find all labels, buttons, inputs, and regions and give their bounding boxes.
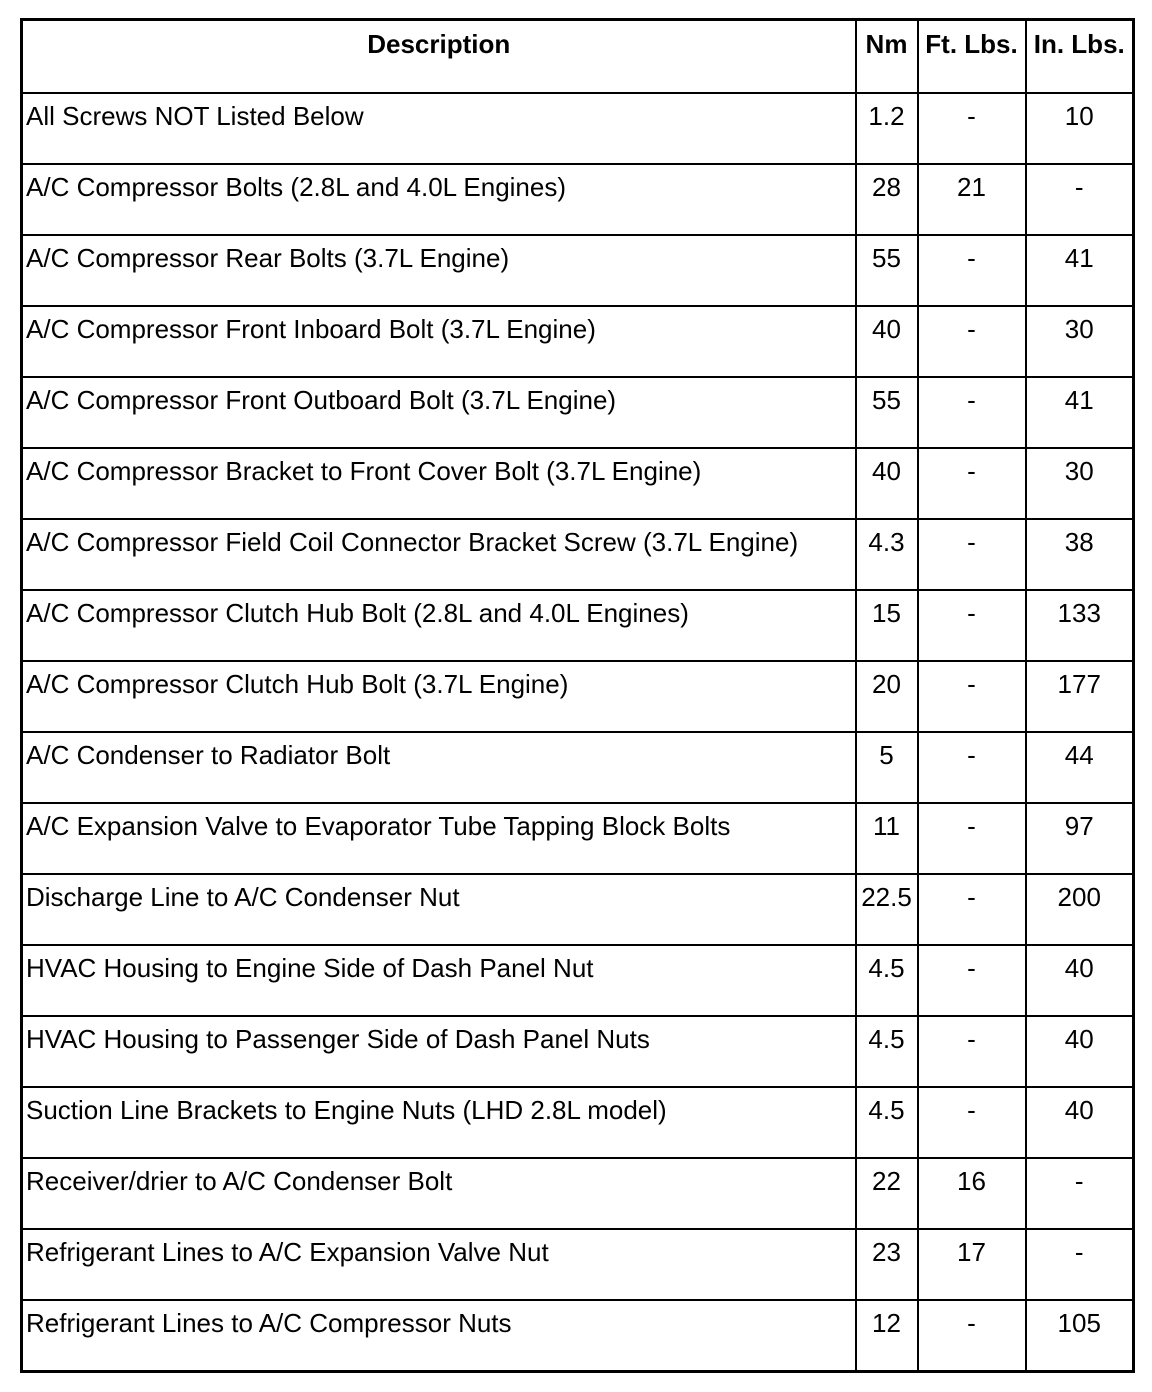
cell-in-lbs: 30 (1026, 306, 1134, 377)
cell-nm: 4.5 (856, 1016, 918, 1087)
cell-description: A/C Compressor Clutch Hub Bolt (3.7L Engine) (22, 661, 856, 732)
cell-in-lbs: 40 (1026, 1016, 1134, 1087)
cell-description: Receiver/drier to A/C Condenser Bolt (22, 1158, 856, 1229)
cell-ft-lbs: 21 (918, 164, 1026, 235)
cell-nm: 4.3 (856, 519, 918, 590)
table-row (22, 945, 1134, 1016)
cell-nm: 22.5 (856, 874, 918, 945)
cell-in-lbs: 41 (1026, 377, 1134, 448)
cell-description: A/C Compressor Rear Bolts (3.7L Engine) (22, 235, 856, 306)
cell-description: Discharge Line to A/C Condenser Nut (22, 874, 856, 945)
table-row (22, 306, 1134, 377)
cell-nm: 22 (856, 1158, 918, 1229)
cell-description: A/C Compressor Bracket to Front Cover Bolt (3.7L Engine) (22, 448, 856, 519)
cell-nm: 4.5 (856, 1087, 918, 1158)
table-row (22, 732, 1134, 803)
cell-nm: 23 (856, 1229, 918, 1300)
cell-ft-lbs: - (918, 306, 1026, 377)
cell-description: HVAC Housing to Passenger Side of Dash Panel Nuts (22, 1016, 856, 1087)
cell-in-lbs: 41 (1026, 235, 1134, 306)
cell-ft-lbs: - (918, 1087, 1026, 1158)
table-row (22, 874, 1134, 945)
cell-ft-lbs: - (918, 803, 1026, 874)
cell-in-lbs: 105 (1026, 1300, 1134, 1372)
header-in-lbs: In. Lbs. (1026, 20, 1134, 94)
header-nm: Nm (856, 20, 918, 94)
cell-nm: 15 (856, 590, 918, 661)
cell-in-lbs: 40 (1026, 1087, 1134, 1158)
cell-ft-lbs: 17 (918, 1229, 1026, 1300)
table-row (22, 519, 1134, 590)
table-row (22, 164, 1134, 235)
cell-description: All Screws NOT Listed Below (22, 93, 856, 164)
cell-description: A/C Condenser to Radiator Bolt (22, 732, 856, 803)
cell-in-lbs: 10 (1026, 93, 1134, 164)
cell-ft-lbs: - (918, 93, 1026, 164)
cell-ft-lbs: - (918, 732, 1026, 803)
cell-nm: 5 (856, 732, 918, 803)
cell-in-lbs: 30 (1026, 448, 1134, 519)
cell-description: A/C Compressor Clutch Hub Bolt (2.8L and 4.0L Engines) (22, 590, 856, 661)
cell-in-lbs: 200 (1026, 874, 1134, 945)
cell-description: Suction Line Brackets to Engine Nuts (LHD 2.8L model) (22, 1087, 856, 1158)
cell-nm: 12 (856, 1300, 918, 1372)
cell-nm: 40 (856, 448, 918, 519)
cell-nm: 4.5 (856, 945, 918, 1016)
cell-ft-lbs: - (918, 519, 1026, 590)
table-row (22, 590, 1134, 661)
cell-description: A/C Compressor Bolts (2.8L and 4.0L Engines) (22, 164, 856, 235)
table-row (22, 803, 1134, 874)
table-row (22, 235, 1134, 306)
table-row (22, 1016, 1134, 1087)
table-header-row (22, 20, 1134, 94)
cell-in-lbs: 38 (1026, 519, 1134, 590)
table-row (22, 1229, 1134, 1300)
cell-nm: 40 (856, 306, 918, 377)
header-ft-lbs: Ft. Lbs. (918, 20, 1026, 94)
cell-nm: 11 (856, 803, 918, 874)
cell-description: A/C Compressor Front Inboard Bolt (3.7L Engine) (22, 306, 856, 377)
cell-description: A/C Expansion Valve to Evaporator Tube Tapping Block Bolts (22, 803, 856, 874)
header-description: Description (22, 20, 856, 94)
table-row (22, 1158, 1134, 1229)
table-row (22, 1087, 1134, 1158)
cell-nm: 55 (856, 377, 918, 448)
cell-description: HVAC Housing to Engine Side of Dash Panel Nut (22, 945, 856, 1016)
cell-description: Refrigerant Lines to A/C Compressor Nuts (22, 1300, 856, 1372)
cell-in-lbs: - (1026, 1229, 1134, 1300)
cell-ft-lbs: - (918, 377, 1026, 448)
table-row (22, 1300, 1134, 1372)
cell-ft-lbs: - (918, 448, 1026, 519)
cell-ft-lbs: - (918, 661, 1026, 732)
table-row (22, 448, 1134, 519)
cell-ft-lbs: - (918, 1016, 1026, 1087)
table-row (22, 661, 1134, 732)
cell-ft-lbs: 16 (918, 1158, 1026, 1229)
cell-ft-lbs: - (918, 874, 1026, 945)
cell-in-lbs: 40 (1026, 945, 1134, 1016)
cell-nm: 1.2 (856, 93, 918, 164)
cell-nm: 28 (856, 164, 918, 235)
cell-in-lbs: 44 (1026, 732, 1134, 803)
cell-ft-lbs: - (918, 1300, 1026, 1372)
cell-ft-lbs: - (918, 945, 1026, 1016)
cell-in-lbs: - (1026, 1158, 1134, 1229)
torque-specifications-table (20, 18, 1135, 1373)
table-body (22, 93, 1134, 1372)
table-row (22, 93, 1134, 164)
cell-ft-lbs: - (918, 590, 1026, 661)
cell-in-lbs: 133 (1026, 590, 1134, 661)
cell-description: Refrigerant Lines to A/C Expansion Valve Nut (22, 1229, 856, 1300)
cell-description: A/C Compressor Front Outboard Bolt (3.7L Engine) (22, 377, 856, 448)
cell-in-lbs: 177 (1026, 661, 1134, 732)
cell-description: A/C Compressor Field Coil Connector Bracket Screw (3.7L Engine) (22, 519, 856, 590)
cell-in-lbs: 97 (1026, 803, 1134, 874)
cell-nm: 20 (856, 661, 918, 732)
cell-in-lbs: - (1026, 164, 1134, 235)
cell-nm: 55 (856, 235, 918, 306)
table-row (22, 377, 1134, 448)
cell-ft-lbs: - (918, 235, 1026, 306)
